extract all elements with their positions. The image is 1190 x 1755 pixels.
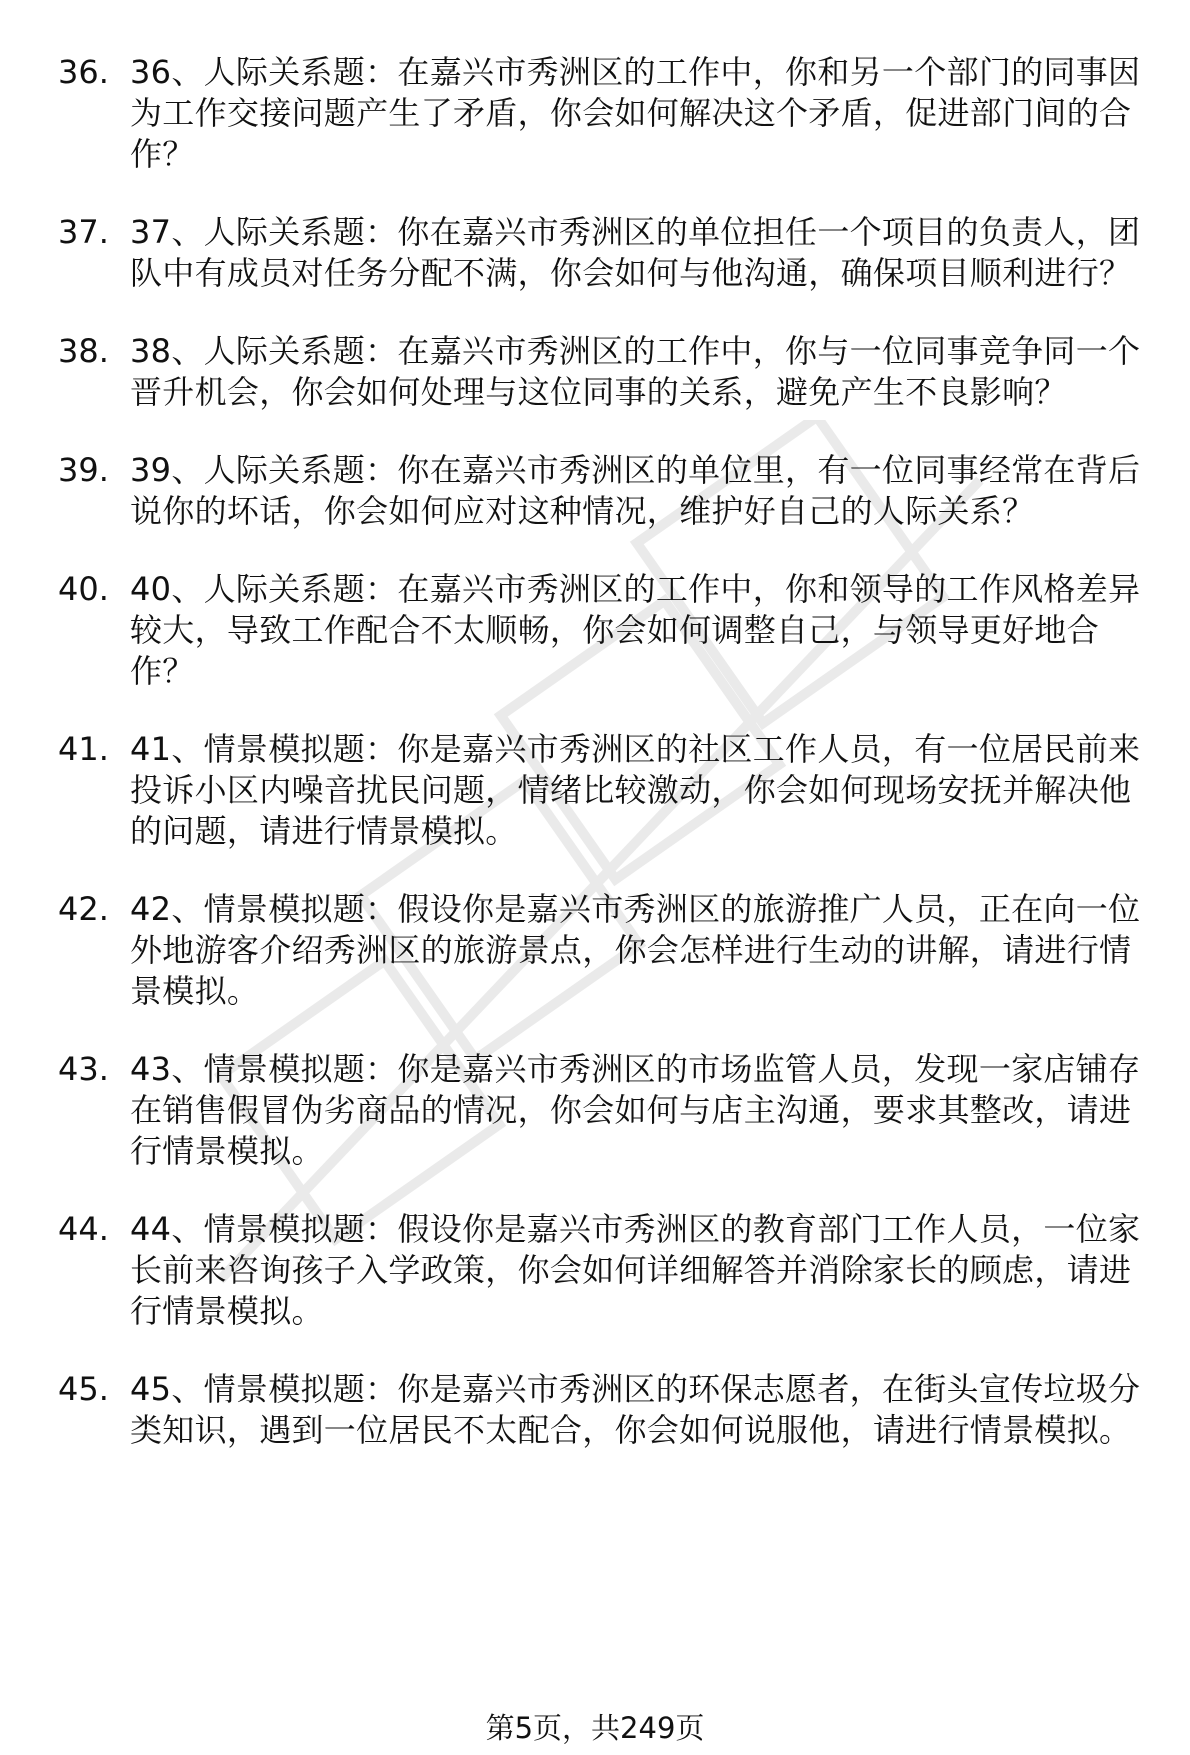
question-text: 40、人际关系题：在嘉兴市秀洲区的工作中，你和领导的工作风格差异较大，导致工作配合不太顺畅，你会如何调整自己，与领导更好地合作？	[130, 570, 1141, 690]
question-number: 37.	[58, 213, 109, 251]
question-item-44	[58, 1209, 1158, 1332]
question-text: 41、情景模拟题：你是嘉兴市秀洲区的社区工作人员，有一位居民前来投诉小区内噪音扰民问题，情绪比较激动，你会如何现场安抚并解决他的问题，请进行情景模拟。	[130, 730, 1141, 850]
question-item-41	[58, 729, 1158, 852]
question-text: 39、人际关系题：你在嘉兴市秀洲区的单位里，有一位同事经常在背后说你的坏话，你会如何应对这种情况，维护好自己的人际关系？	[130, 451, 1141, 530]
question-list	[58, 52, 1158, 1488]
page-footer: 第5页，共249页	[485, 1711, 705, 1745]
question-text: 44、情景模拟题：假设你是嘉兴市秀洲区的教育部门工作人员，一位家长前来咨询孩子入学政策，你会如何详细解答并消除家长的顾虑，请进行情景模拟。	[130, 1210, 1141, 1330]
question-number: 38.	[58, 332, 109, 370]
question-item-42	[58, 889, 1158, 1012]
question-number: 45.	[58, 1370, 109, 1408]
question-item-40	[58, 569, 1158, 692]
question-text: 45、情景模拟题：你是嘉兴市秀洲区的环保志愿者，在街头宣传垃圾分类知识，遇到一位居民不太配合，你会如何说服他，请进行情景模拟。	[130, 1370, 1141, 1449]
question-number: 43.	[58, 1050, 109, 1088]
question-item-36	[58, 52, 1158, 175]
question-item-43	[58, 1049, 1158, 1172]
question-text: 37、人际关系题：你在嘉兴市秀洲区的单位担任一个项目的负责人，团队中有成员对任务分配不满，你会如何与他沟通，确保项目顺利进行？	[130, 213, 1141, 292]
question-item-38	[58, 331, 1158, 413]
question-item-37	[58, 212, 1158, 294]
question-number: 36.	[58, 53, 109, 91]
question-text: 36、人际关系题：在嘉兴市秀洲区的工作中，你和另一个部门的同事因为工作交接问题产生了矛盾，你会如何解决这个矛盾，促进部门间的合作？	[130, 53, 1141, 173]
question-number: 44.	[58, 1210, 109, 1248]
question-text: 38、人际关系题：在嘉兴市秀洲区的工作中，你与一位同事竞争同一个晋升机会，你会如何处理与这位同事的关系，避免产生不良影响？	[130, 332, 1141, 411]
question-number: 42.	[58, 890, 109, 928]
question-number: 40.	[58, 570, 109, 608]
question-number: 39.	[58, 451, 109, 489]
question-text: 43、情景模拟题：你是嘉兴市秀洲区的市场监管人员，发现一家店铺存在销售假冒伪劣商品的情况，你会如何与店主沟通，要求其整改，请进行情景模拟。	[130, 1050, 1141, 1170]
question-item-39	[58, 450, 1158, 532]
question-item-45	[58, 1369, 1158, 1451]
question-text: 42、情景模拟题：假设你是嘉兴市秀洲区的旅游推广人员，正在向一位外地游客介绍秀洲区的旅游景点，你会怎样进行生动的讲解，请进行情景模拟。	[130, 890, 1141, 1010]
question-number: 41.	[58, 730, 109, 768]
